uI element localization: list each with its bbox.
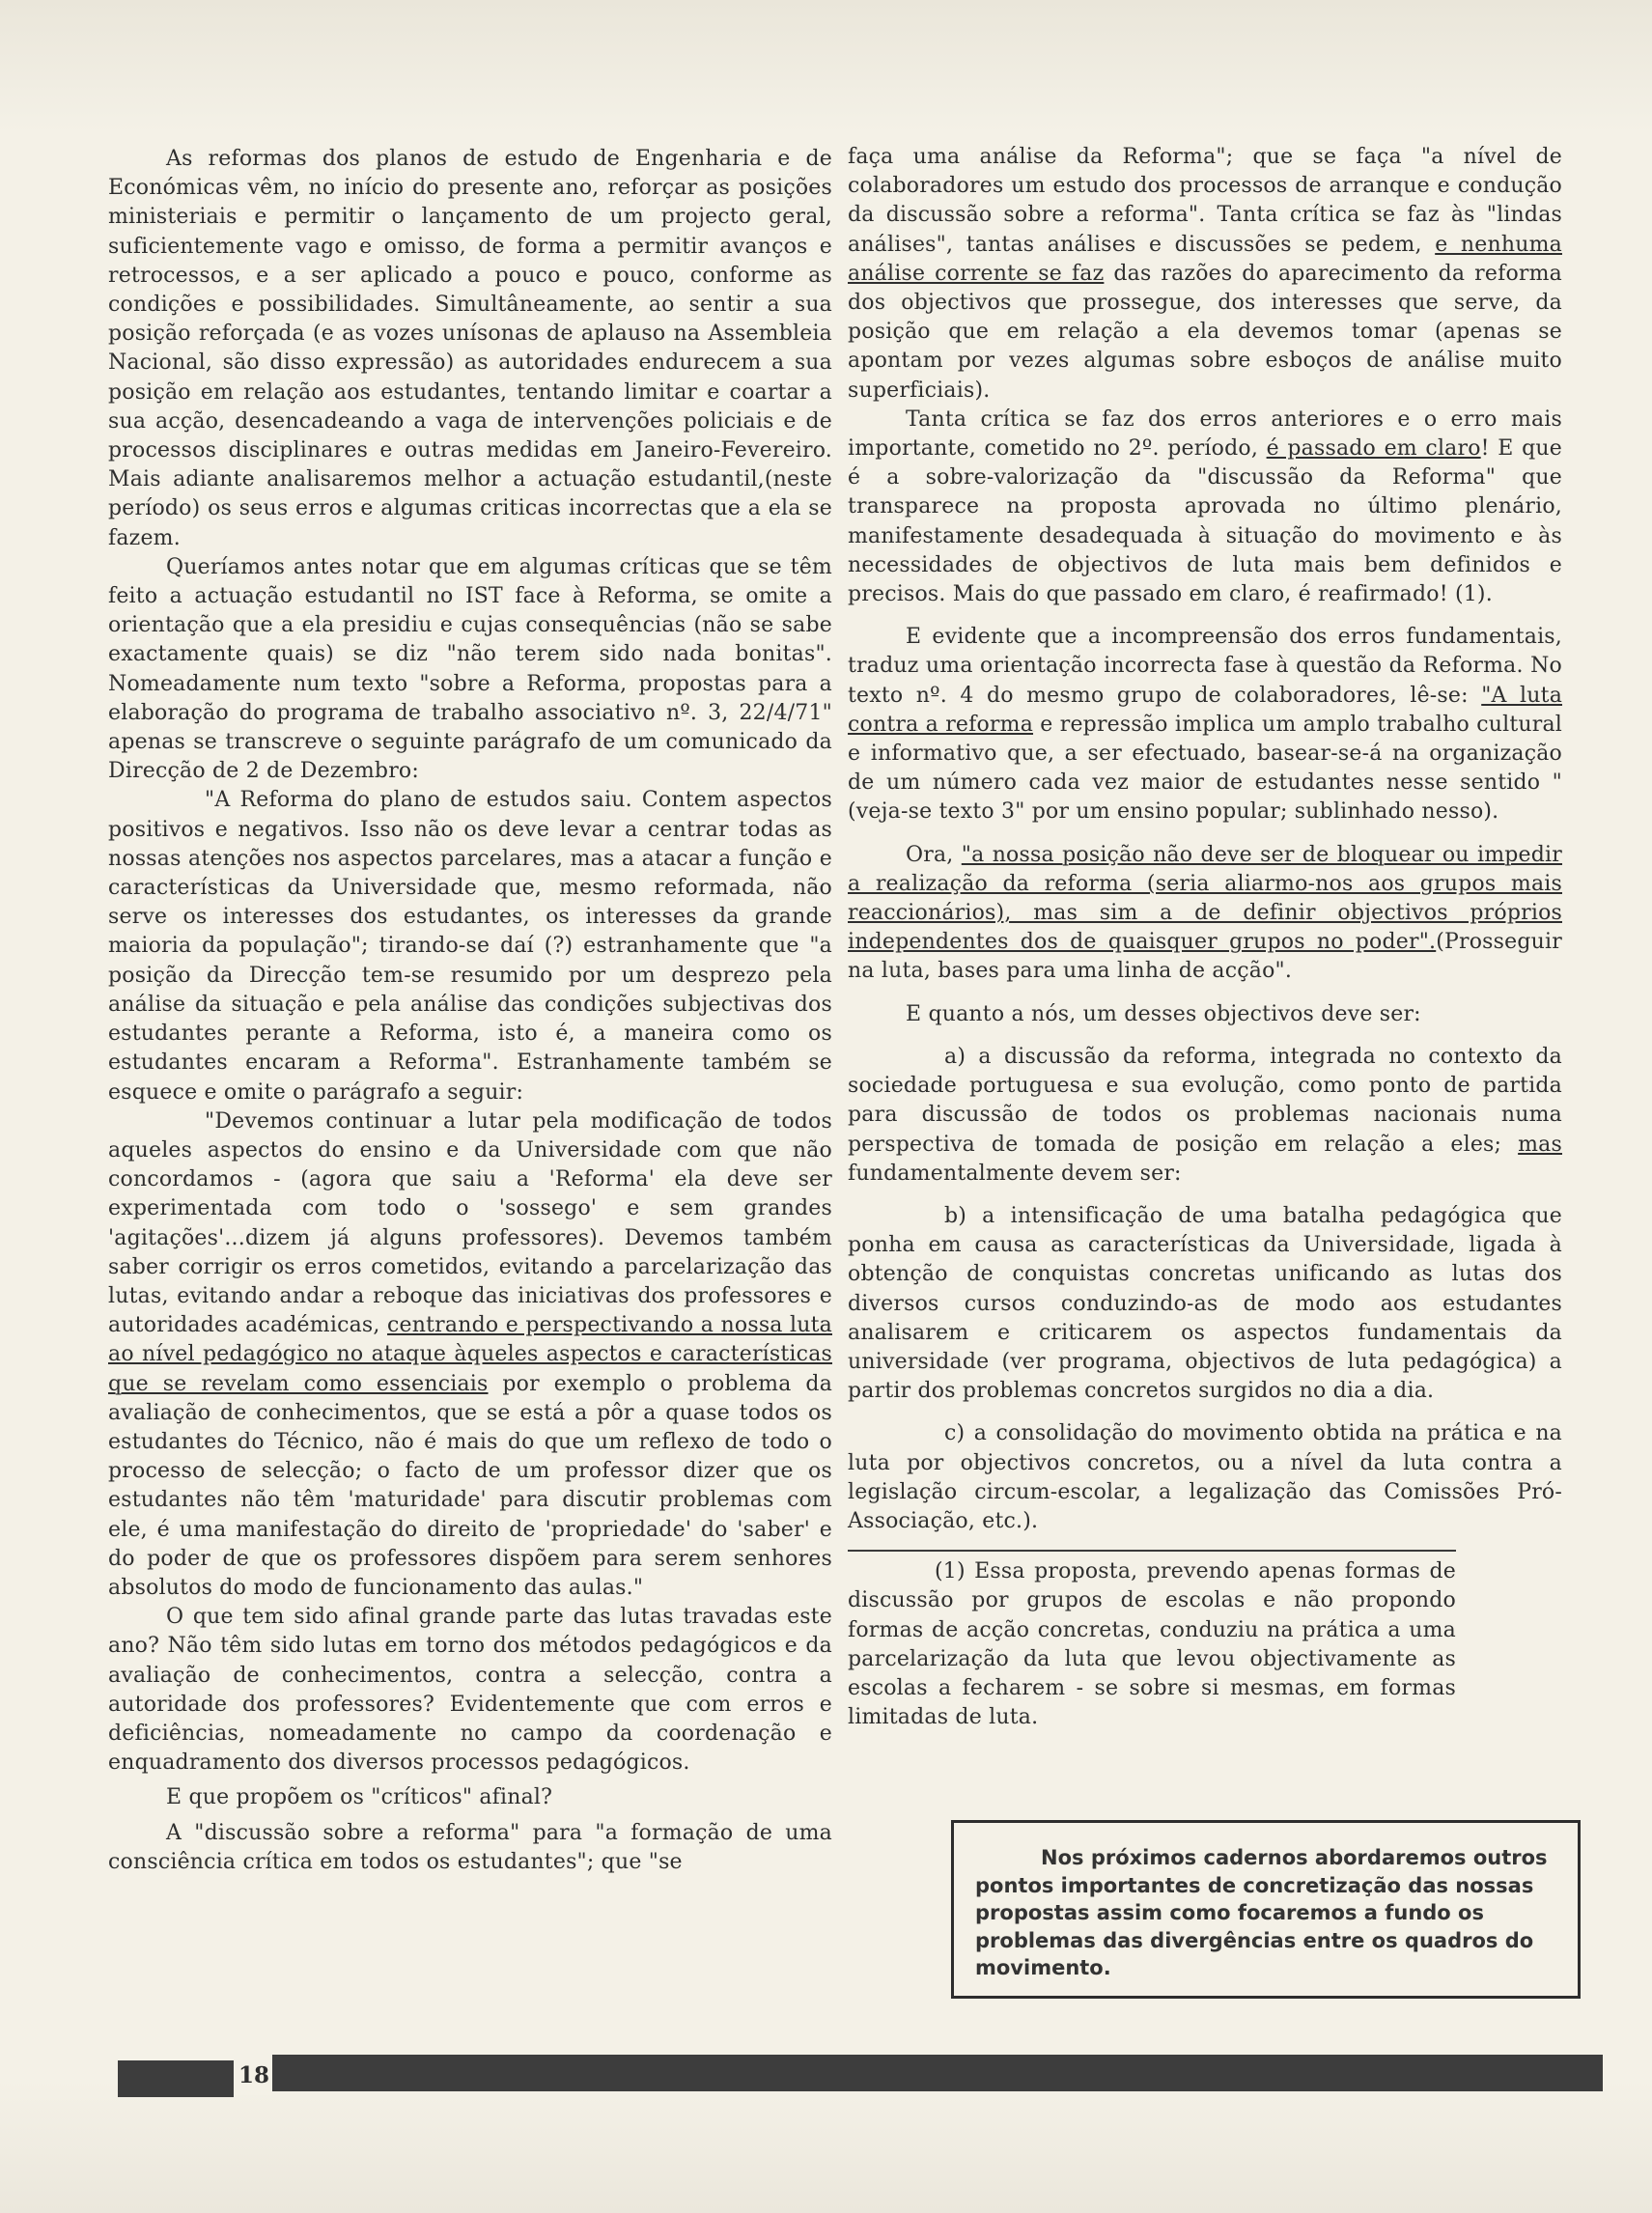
quote-text: "Devemos continuar a lutar pela modificação de todos aqueles aspectos do ensino e da Universidade com que não concordamos - (agora que saiu a 'Reforma' ela deve ser experimentada com todo o 'sossego' e sem grandes 'agitações'...dizem já alguns professores). Devemos também saber corrigir os erros cometidos, evitando a parcelarização das lutas, evitando andar a reboque das iniciativas dos professores e autoridades académicas, [108, 1108, 832, 1338]
paragraph [848, 841, 1562, 987]
underlined-text: mas [1518, 1132, 1562, 1157]
paragraph: E quanto a nós, um desses objectivos deve ser: [906, 1001, 1421, 1026]
paragraph-text: (Prosseguir na luta, bases para uma linha de acção". [848, 930, 1562, 984]
underlined-text: "a nossa posição não deve ser de bloquear ou impedir a realização da reforma (seria aliarmo-nos aos grupos mais reaccionários), mas sim a de definir objectivos próprios independentes dos de quaisquer grupos no poder". [848, 842, 1563, 955]
footer-bar [118, 2060, 234, 2097]
left-column [108, 145, 832, 1877]
quotation: "A Reforma do plano de estudos saiu. Contem aspectos positivos e negativos. Isso não os deve levar a centrar todas as nossas atenções nos aspectos parcelares, mas a atacar a função e características da Universidade que, mesmo reformada, não serve os interesses dos estudantes, os interesses da grande maioria da população"; tirando-se daí (?) estranhamente que "a posição da Direcção tem-se resumido por um desprezo pela análise da situação e pela análise das condições subjectivas dos estudantes perante a Reforma, isto é, a maneira como os estudantes encaram a Reforma". Estranhamente também se esquece e omite o parágrafo a seguir: [108, 788, 832, 1105]
announcement-box [951, 1820, 1581, 1999]
list-item [848, 1043, 1562, 1189]
paragraph-text: e repressão implica um amplo trabalho cultural e informativo que, a ser efectuado, basear-se-á na organização de um número cada vez maior de estudantes nesse sentido "(veja-se texto 3" por um ensino popular; sublinhado nesso). [848, 712, 1562, 825]
paragraph: E que propõem os "críticos" afinal? [166, 1785, 553, 1810]
paragraph: As reformas dos planos de estudo de Engenharia e de Económicas vêm, no início do presente ano, reforçar as posições ministeriais e permitir o lançamento de um projecto geral, suficientemente vago e omisso, de forma a permitir avanços e retrocessos, e a ser aplicado a pouco e pouco, conforme as condições e possibilidades. Simultâneamente, ao sentir a sua posição reforçada (e as vozes unísonas de aplauso na Assembleia Nacional, são disso expressão) as autoridades endurecem a sua posição em relação aos estudantes, tentando limitar e coartar a sua acção, desencadeando a vaga de intervenções policiais e de processos disciplinares e outras medidas em Janeiro-Fevereiro. Mais adiante analisaremos melhor a actuação estudantil,(neste período) os seus erros e algumas criticas incorrectas que a ela se fazem. [108, 147, 832, 550]
paragraph [848, 143, 1562, 406]
underlined-text: centrando e perspectivando a nossa luta ao nível pedagógico no ataque àqueles aspectos e características que se revelam como essenciais [108, 1313, 832, 1396]
underlined-text: é passado em claro [1266, 436, 1481, 462]
page-number: 18 [236, 2057, 272, 2095]
item-text: fundamentalmente devem ser: [848, 1161, 1182, 1186]
right-column [848, 143, 1562, 1732]
paragraph: Queríamos antes notar que em algumas críticas que se têm feito a actuação estudantil no IST face à Reforma, se omite a orientação que a ela presidiu e cujas consequências (não se sabe exactamente quais) se diz "não terem sido nada bonitas". Nomeadamente num texto "sobre a Reforma, propostas para a elaboração do programa de trabalho associativo nº. 3, 22/4/71" apenas se transcreve o seguinte parágrafo de um comunicado da Direcção de 2 de Dezembro: [108, 554, 832, 784]
footnote: (1) Essa proposta, prevendo apenas formas de discussão por grupos de escolas e não propondo formas de acção concretas, conduziu na prática a uma parcelarização da luta que levou objectivamente as escolas a fecharem - se sobre si mesmas, em formas limitadas de luta. [848, 1550, 1456, 1732]
paragraph-text: ! E que é a sobre-valorização da "discussão da Reforma" que transparece na proposta aprovada no último plenário, manifestamente desadequada à situação do movimento e às necessidades de objectivos de luta mais bem definidos e precisos. Mais do que passado em claro, é reafirmado! (1). [848, 436, 1562, 607]
paragraph-text: E evidente que a incompreensão dos erros fundamentais, traduz uma orientação incorrecta fase à questão da Reforma. No texto nº. 4 do mesmo grupo de colaboradores, lê-se: [848, 625, 1562, 708]
underlined-text: "A luta contra a reforma [848, 683, 1563, 737]
quote-text: por exemplo o problema da avaliação de conhecimentos, que se está a pôr a quase todos os estudantes do Técnico, não é mais do que um reflexo de todo o processo de selecção; o facto de um professor dizer que os estudantes não têm 'maturidade' para discutir problemas com ele, é uma manifestação do direito de 'propriedade' do 'saber' e do poder de que os professores dispõem para serem senhores absolutos do modo de funcionamento das aulas." [108, 1371, 833, 1600]
paragraph: A "discussão sobre a reforma" para "a formação de uma consciência crítica em todos os estudantes"; que "se [108, 1820, 832, 1874]
underlined-text: e nenhuma análise corrente se faz [848, 232, 1562, 286]
list-item: c) a consolidação do movimento obtida na prática e na luta por objectivos concretos, ou a nível da luta contra a legislação circum-escolar, a legalização das Comissões Pró-Associação, etc.). [848, 1421, 1562, 1533]
paragraph-text: das razões do aparecimento da reforma dos objectivos que prossegue, dos interesses que serve, da posição que em relação a ela devemos tomar (apenas se apontam por vezes algumas sobre esboços de análise muito superficiais). [848, 261, 1562, 403]
announcement-text: Nos próximos cadernos abordaremos outros pontos importantes de concretização das nossas propostas assim como focaremos a fundo os problemas das divergências entre os quadros do movimento. [975, 1846, 1548, 1979]
item-text: a) a discussão da reforma, integrada no contexto da sociedade portuguesa e sua evolução, como ponto de partida para discussão de todos os problemas nacionais numa perspectiva de tomada de posição em relação a eles; [848, 1044, 1562, 1157]
footer-bar [272, 2055, 1603, 2091]
paragraph-text: faça uma análise da Reforma"; que se faça "a nível de colaboradores um estudo dos processos de arranque e condução da discussão sobre a reforma". Tanta crítica se faz às "lindas análises", tantas análises e discussões se pedem, [848, 145, 1562, 257]
quotation [108, 1107, 832, 1603]
paragraph: O que tem sido afinal grande parte das lutas travadas este ano? Não têm sido lutas em torno dos métodos pedagógicos e da avaliação de conhecimentos, contra a selecção, contra a autoridade dos professores? Evidentemente que com erros e deficiências, nomeadamente no campo da coordenação e enquadramento dos diversos processos pedagógicos. [108, 1605, 832, 1776]
paragraph-text: Tanta crítica se faz dos erros anteriores e o erro mais importante, cometido no 2º. período, [848, 406, 1562, 462]
list-item: b) a intensificação de uma batalha pedagógica que ponha em causa as características da Universidade, ligada à obtenção de conquistas concretas unificando as lutas dos diversos cursos conduzindo-as de modo aos estudantes analisarem e criticarem os aspectos fundamentais da universidade (ver programa, objectivos de luta pedagógica) a partir dos problemas concretos surgidos no dia a dia. [848, 1203, 1562, 1404]
paragraph [848, 623, 1562, 826]
paragraph [848, 406, 1562, 609]
paragraph-text: Ora, [906, 842, 962, 867]
